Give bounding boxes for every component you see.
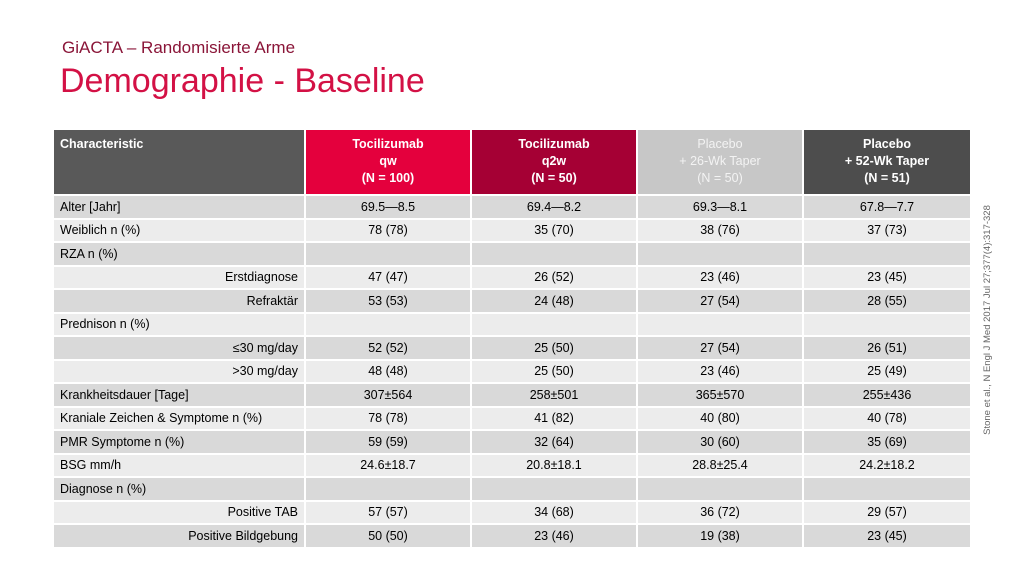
table-cell: 32 (64) bbox=[471, 430, 637, 454]
table-cell: 29 (57) bbox=[803, 501, 971, 525]
table-cell bbox=[305, 242, 471, 266]
table-row bbox=[53, 524, 971, 548]
table-row bbox=[53, 336, 971, 360]
row-label: RZA n (%) bbox=[53, 242, 305, 266]
row-label: Kraniale Zeichen & Symptome n (%) bbox=[53, 407, 305, 431]
table-cell: 24.2±18.2 bbox=[803, 454, 971, 478]
table-cell: 365±570 bbox=[637, 383, 803, 407]
table-cell: 40 (80) bbox=[637, 407, 803, 431]
table-cell: 40 (78) bbox=[803, 407, 971, 431]
table-cell: 23 (46) bbox=[637, 266, 803, 290]
table-cell: 69.3—8.1 bbox=[637, 195, 803, 219]
row-label: PMR Symptome n (%) bbox=[53, 430, 305, 454]
column-header-tocilizumab-qw bbox=[305, 129, 471, 195]
column-header-placebo-52wk bbox=[803, 129, 971, 195]
row-label: Positive TAB bbox=[53, 501, 305, 525]
table-cell: 20.8±18.1 bbox=[471, 454, 637, 478]
table-cell: 69.4—8.2 bbox=[471, 195, 637, 219]
row-label: >30 mg/day bbox=[53, 360, 305, 384]
table-cell bbox=[803, 313, 971, 337]
table-cell: 38 (76) bbox=[637, 219, 803, 243]
column-header-line: Characteristic bbox=[60, 137, 144, 151]
table-cell: 67.8—7.7 bbox=[803, 195, 971, 219]
table-cell: 59 (59) bbox=[305, 430, 471, 454]
row-label: Positive Bildgebung bbox=[53, 524, 305, 548]
column-header-line: Tocilizumab bbox=[518, 137, 590, 151]
column-header-characteristic bbox=[53, 129, 305, 195]
table-row bbox=[53, 242, 971, 266]
table-cell: 255±436 bbox=[803, 383, 971, 407]
table-header-row bbox=[53, 129, 971, 195]
row-label: Refraktär bbox=[53, 289, 305, 313]
table-cell: 47 (47) bbox=[305, 266, 471, 290]
column-header-line: + 52-Wk Taper bbox=[844, 154, 930, 168]
table-cell bbox=[305, 477, 471, 501]
table-cell: 25 (49) bbox=[803, 360, 971, 384]
table-cell: 34 (68) bbox=[471, 501, 637, 525]
column-header-line: q2w bbox=[541, 154, 567, 168]
table-cell bbox=[803, 477, 971, 501]
row-label: Diagnose n (%) bbox=[53, 477, 305, 501]
table-cell bbox=[471, 242, 637, 266]
table-cell bbox=[637, 313, 803, 337]
column-header-line: (N = 50) bbox=[531, 171, 577, 185]
column-header-line: (N = 51) bbox=[864, 171, 910, 185]
column-header-placebo-26wk bbox=[637, 129, 803, 195]
column-header-line: (N = 50) bbox=[697, 171, 743, 185]
row-label: Alter [Jahr] bbox=[53, 195, 305, 219]
table-cell: 57 (57) bbox=[305, 501, 471, 525]
table-row bbox=[53, 454, 971, 478]
table-cell bbox=[637, 477, 803, 501]
table-cell: 27 (54) bbox=[637, 289, 803, 313]
column-header-line: Placebo bbox=[697, 137, 743, 151]
table-cell: 28 (55) bbox=[803, 289, 971, 313]
table-cell bbox=[803, 242, 971, 266]
row-label: Erstdiagnose bbox=[53, 266, 305, 290]
row-label: Prednison n (%) bbox=[53, 313, 305, 337]
column-header-line: (N = 100) bbox=[361, 171, 415, 185]
table-cell: 26 (51) bbox=[803, 336, 971, 360]
table-cell: 25 (50) bbox=[471, 336, 637, 360]
column-header-line: Tocilizumab bbox=[352, 137, 424, 151]
table-cell: 23 (46) bbox=[471, 524, 637, 548]
table-cell: 27 (54) bbox=[637, 336, 803, 360]
row-label: ≤30 mg/day bbox=[53, 336, 305, 360]
row-label: BSG mm/h bbox=[53, 454, 305, 478]
table-cell: 23 (45) bbox=[803, 524, 971, 548]
table-cell: 24 (48) bbox=[471, 289, 637, 313]
table-row bbox=[53, 477, 971, 501]
table-cell: 19 (38) bbox=[637, 524, 803, 548]
table-row bbox=[53, 219, 971, 243]
table-cell: 41 (82) bbox=[471, 407, 637, 431]
row-label: Weiblich n (%) bbox=[53, 219, 305, 243]
table-cell: 78 (78) bbox=[305, 219, 471, 243]
table-cell: 23 (46) bbox=[637, 360, 803, 384]
table-row bbox=[53, 195, 971, 219]
table-body bbox=[53, 195, 971, 548]
table-cell bbox=[305, 313, 471, 337]
table-cell: 50 (50) bbox=[305, 524, 471, 548]
table-cell: 78 (78) bbox=[305, 407, 471, 431]
table-cell: 26 (52) bbox=[471, 266, 637, 290]
table-cell bbox=[637, 242, 803, 266]
table-cell bbox=[471, 313, 637, 337]
table-row bbox=[53, 383, 971, 407]
table-cell: 307±564 bbox=[305, 383, 471, 407]
column-header-line: qw bbox=[379, 154, 397, 168]
table-row bbox=[53, 360, 971, 384]
table-cell: 23 (45) bbox=[803, 266, 971, 290]
table-row bbox=[53, 501, 971, 525]
column-header-tocilizumab-q2w bbox=[471, 129, 637, 195]
table-cell: 36 (72) bbox=[637, 501, 803, 525]
table-cell: 53 (53) bbox=[305, 289, 471, 313]
row-label: Krankheitsdauer [Tage] bbox=[53, 383, 305, 407]
table-row bbox=[53, 289, 971, 313]
table-row bbox=[53, 430, 971, 454]
table-cell: 69.5—8.5 bbox=[305, 195, 471, 219]
column-header-line: + 26-Wk Taper bbox=[679, 154, 761, 168]
table-cell: 48 (48) bbox=[305, 360, 471, 384]
table-row bbox=[53, 266, 971, 290]
table-cell: 258±501 bbox=[471, 383, 637, 407]
citation-text: Stone et al., N Engl J Med 2017 Jul 27;377(4):317-328 bbox=[982, 205, 993, 435]
baseline-demographics-table bbox=[52, 128, 972, 549]
table-cell: 30 (60) bbox=[637, 430, 803, 454]
slide-subtitle: GiACTA – Randomisierte Arme bbox=[62, 38, 296, 57]
table-cell: 25 (50) bbox=[471, 360, 637, 384]
column-header-line: Placebo bbox=[863, 137, 911, 151]
table-cell: 28.8±25.4 bbox=[637, 454, 803, 478]
table-cell: 52 (52) bbox=[305, 336, 471, 360]
table-cell: 35 (70) bbox=[471, 219, 637, 243]
table-cell: 37 (73) bbox=[803, 219, 971, 243]
table-cell: 24.6±18.7 bbox=[305, 454, 471, 478]
table-row bbox=[53, 313, 971, 337]
table-cell bbox=[471, 477, 637, 501]
table-cell: 35 (69) bbox=[803, 430, 971, 454]
slide-title: Demographie - Baseline bbox=[60, 62, 425, 100]
table-row bbox=[53, 407, 971, 431]
